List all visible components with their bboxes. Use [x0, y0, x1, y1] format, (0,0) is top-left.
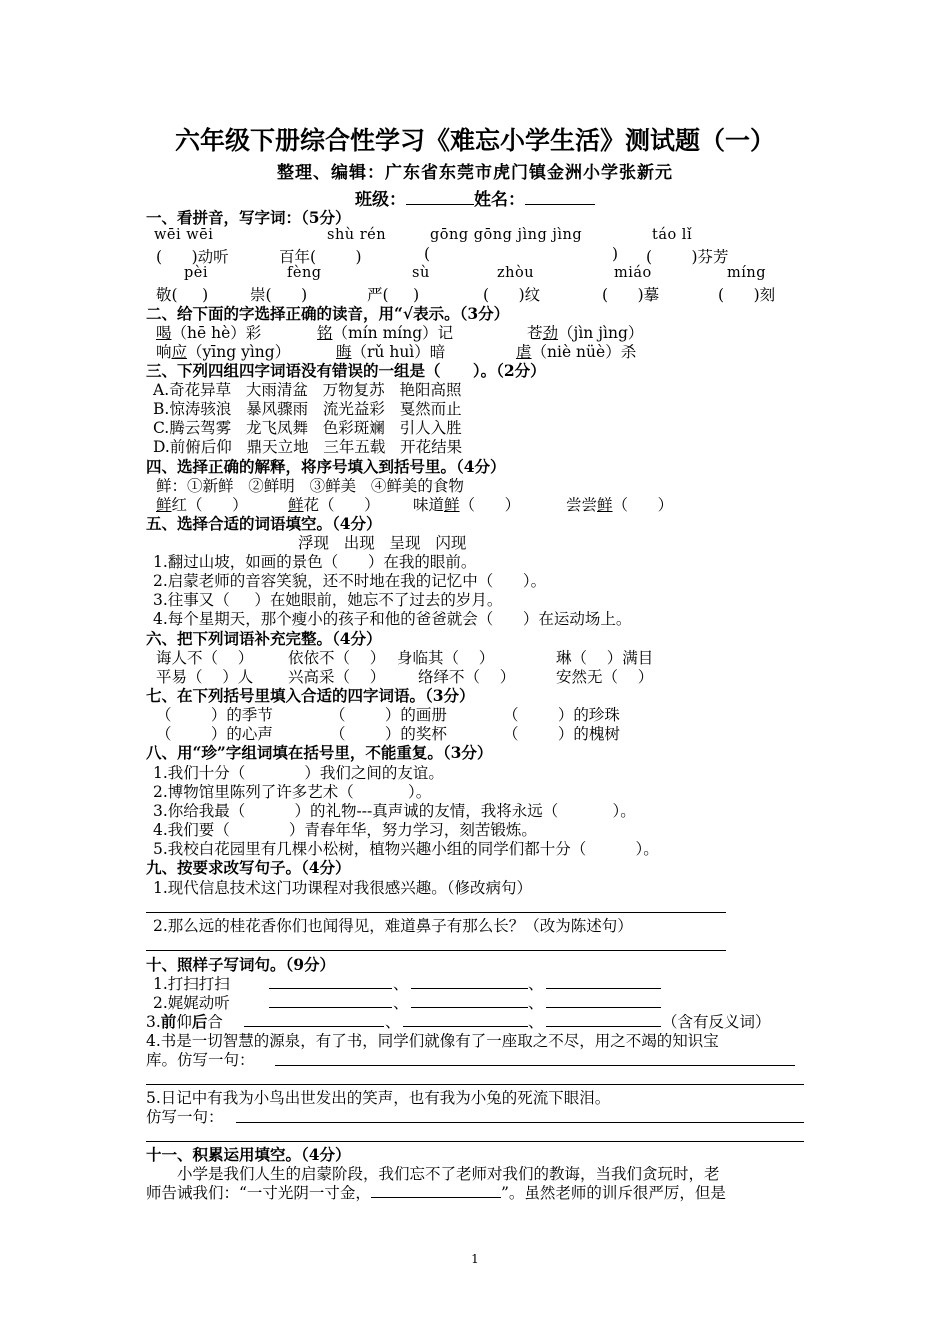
idiom-item: 络绎不（ ）: [418, 668, 516, 686]
answer-line[interactable]: [146, 950, 726, 951]
separator: 、: [528, 975, 544, 993]
answer-line[interactable]: [146, 1141, 804, 1142]
page-number: 1: [471, 1252, 479, 1266]
blank-item: (: [424, 245, 431, 263]
section-7-heading: 七、在下列括号里填入合适的四字词语。（3分）: [146, 686, 475, 705]
pinyin: míng: [727, 265, 767, 281]
answer-line[interactable]: [269, 1007, 392, 1008]
separator: 、: [385, 1013, 401, 1031]
question: 1.翻过山坡，如画的景色（ ）在我的眼前。: [153, 553, 477, 571]
question: 3.你给我最（ ）的礼物---真声诚的友情，我将永远（ ）。: [153, 802, 636, 820]
reading-item: 喝（hē hè）彩: [156, 324, 262, 342]
separator: 、: [528, 994, 544, 1012]
question: 3.往事又（ ）在她眼前，她忘不了过去的岁月。: [153, 591, 503, 609]
blank-item: ( )纹: [483, 286, 541, 304]
section-5-heading: 五、选择合适的词语填空。（4分）: [146, 514, 382, 533]
question: 1.打扫打扫: [153, 975, 230, 993]
section-6-heading: 六、把下列词语补充完整。（4分）: [146, 629, 382, 648]
answer-line[interactable]: [244, 1026, 384, 1027]
class-label: 班级：: [355, 190, 406, 210]
phrase-item: （ ）的珍珠: [503, 706, 620, 724]
answer-line[interactable]: [269, 988, 392, 989]
reading-item: 响应（yīng yìng）: [156, 343, 291, 361]
reading-item: 苍劲（jìn jìng）: [527, 324, 644, 342]
option-d: D.前俯后仰 鼎天立地 三年五载 开花结果: [153, 438, 463, 456]
section-9-heading: 九、按要求改写句子。（4分）: [146, 858, 351, 877]
section-8-heading: 八、用“珍”字组词填在括号里，不能重复。（3分）: [146, 743, 493, 762]
question: 2.那么远的桂花香你们也闻得见，难道鼻子有那么长？（改为陈述句）: [153, 917, 633, 935]
reading-item: 晦（rǔ huì）暗: [336, 343, 446, 361]
question: 2.博物馆里陈列了许多艺术（ ）。: [153, 783, 432, 801]
answer-line[interactable]: [411, 1007, 528, 1008]
idiom-item: 身临其（ ）: [397, 649, 495, 667]
blank-item: ( )动听: [156, 248, 229, 266]
section-1-heading: 一、看拼音，写字词：（5分）: [146, 208, 351, 227]
pinyin: zhòu: [497, 265, 535, 281]
section-3-heading: 三、下列四组四字词语没有错误的一组是（ ）。（2分）: [146, 361, 546, 380]
meaning-item: 鲜红（ ）: [156, 496, 248, 514]
answer-line[interactable]: [146, 1084, 804, 1085]
section-2-heading: 二、给下面的字选择正确的读音，用“√表示。（3分）: [146, 304, 510, 323]
blank-item: 敬( ): [156, 286, 209, 304]
question: 2.启蒙老师的音容笑貌，还不时地在我的记忆中（ ）。: [153, 572, 547, 590]
blank-item: 百年( ): [279, 248, 362, 266]
reading-item: 虐（niè nüè）杀: [516, 343, 637, 361]
page-title: 六年级下册综合性学习《难忘小学生活》测试题（一）: [174, 126, 775, 155]
class-name-line: [0, 185, 950, 210]
editor-line: 整理、编辑：广东省东莞市虎门镇金洲小学张新元: [277, 163, 673, 183]
question: 2.娓娓动听: [153, 994, 230, 1012]
answer-line[interactable]: [275, 1065, 795, 1066]
section-4-heading: 四、选择正确的解释，将序号填入到括号里。（4分）: [146, 457, 506, 476]
question: 4.书是一切智慧的源泉，有了书，同学们就像有了一座取之不尽，用之不竭的知识宝: [146, 1032, 719, 1050]
answer-line[interactable]: [546, 1026, 661, 1027]
question: 5.我校白花园里有几棵小松树，植物兴趣小组的同学们都十分（ ）。: [153, 840, 659, 858]
question: 4.每个星期天，那个瘦小的孩子和他的爸爸就会（ ）在运动场上。: [153, 610, 632, 628]
separator: 、: [528, 1013, 544, 1031]
pinyin: táo lǐ: [652, 227, 693, 243]
question: 仿写一句：: [146, 1108, 224, 1126]
answer-line[interactable]: [546, 1007, 661, 1008]
blank-item: ( )摹: [602, 286, 660, 304]
name-blank[interactable]: [525, 190, 595, 205]
idiom-item: 诲人不（ ）: [156, 649, 254, 667]
answer-line[interactable]: [403, 1026, 528, 1027]
idiom-item: 依依不（ ）: [288, 649, 386, 667]
question: 3.前仰后合: [146, 1012, 223, 1031]
question: 1.现代信息技术这门功课程对我很感兴趣。（修改病句）: [153, 879, 533, 897]
blank-item: 崇( ): [250, 286, 308, 304]
question: 库。仿写一句：: [146, 1051, 255, 1069]
option-a: A.奇花异草 大雨清盆 万物复苏 艳阳高照: [153, 381, 462, 399]
paragraph: 师告诫我们：“一寸光阴一寸金， ”。虽然老师的训斥很严厉，但是: [146, 1184, 726, 1202]
answer-line[interactable]: [411, 988, 528, 989]
section-10-heading: 十、照样子写词句。（9分）: [146, 955, 336, 974]
pinyin: wēi wēi: [154, 227, 214, 243]
phrase-item: （ ）的心声: [156, 725, 273, 743]
reading-item: 铭（mín míng）记: [317, 324, 454, 342]
phrase-item: （ ）的画册: [330, 706, 447, 724]
name-label: 姓名：: [474, 190, 525, 210]
answer-blank[interactable]: [371, 1183, 501, 1198]
question: 5.日记中有我为小鸟出世发出的笑声，也有我为小兔的死流下眼泪。: [146, 1089, 611, 1107]
phrase-item: （ ）的季节: [156, 706, 273, 724]
answer-line[interactable]: [546, 988, 661, 989]
idiom-item: 安然无（ ）: [556, 668, 654, 686]
pinyin: shù rén: [327, 227, 387, 243]
blank-item: ( )刻: [718, 286, 776, 304]
separator: 、: [393, 994, 409, 1012]
pinyin: sù: [412, 265, 430, 281]
meaning-item: 鲜花（ ）: [288, 496, 380, 514]
phrase-item: （ ）的奖杯: [330, 725, 447, 743]
option-b: B.惊涛骇浪 暴风骤雨 流光益彩 戛然而止: [153, 400, 462, 418]
pinyin: miáo: [614, 265, 652, 281]
meaning-item: 味道鲜（ ）: [413, 496, 521, 514]
meanings: 鲜：①新鲜 ②鲜明 ③鲜美 ④鲜美的食物: [156, 477, 464, 495]
answer-line[interactable]: [146, 912, 726, 913]
idiom-item: 平易（ ）人: [156, 668, 254, 686]
class-blank[interactable]: [406, 190, 474, 205]
blank-item: ): [612, 245, 619, 263]
pinyin: fèng: [287, 265, 322, 281]
question: 4.我们要（ ）青春年华，努力学习，刻苦锻炼。: [153, 821, 537, 839]
word-bank: 浮现 出现 呈现 闪现: [298, 534, 467, 552]
idiom-item: 琳（ ）满目: [556, 649, 654, 667]
section-11-heading: 十一、积累运用填空。（4分）: [146, 1145, 351, 1164]
option-c: C.腾云驾雾 龙飞凤舞 色彩斑斓 引人入胜: [153, 419, 462, 437]
blank-item: ( )芬芳: [646, 248, 729, 266]
phrase-item: （ ）的槐树: [503, 725, 620, 743]
pinyin: pèi: [184, 265, 209, 281]
answer-line[interactable]: [236, 1122, 804, 1123]
question: 1.我们十分（ ）我们之间的友谊。: [153, 764, 444, 782]
note: （含有反义词）: [662, 1013, 771, 1031]
blank-item: 严( ): [367, 286, 420, 304]
separator: 、: [393, 975, 409, 993]
meaning-item: 尝尝鲜（ ）: [566, 496, 674, 514]
pinyin: gōng gōng jìng jìng: [430, 227, 583, 243]
paragraph: 小学是我们人生的启蒙阶段，我们忘不了老师对我们的教诲，当我们贪玩时，老: [177, 1165, 720, 1183]
idiom-item: 兴高采（ ）: [288, 668, 386, 686]
